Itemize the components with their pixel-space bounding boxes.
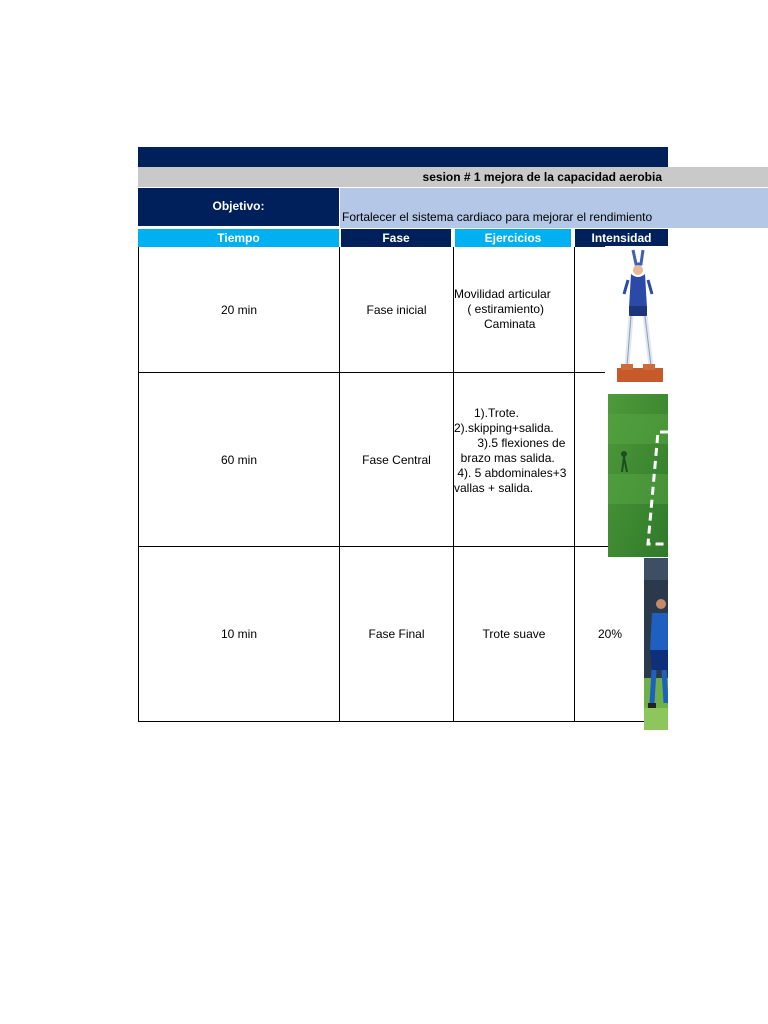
exercise-text: Movilidad articular ( estiramiento) Caminata — [454, 287, 551, 331]
table-cell-fase: Fase Central — [340, 373, 453, 547]
table-cell-intensidad: 20% — [575, 547, 645, 722]
header-intensidad: Intensidad — [575, 229, 668, 247]
table-cell-ejercicios — [454, 247, 574, 373]
table-cell-tiempo: 60 min — [139, 373, 339, 547]
header-fase: Fase — [341, 229, 451, 247]
player-jogging-image — [644, 558, 668, 730]
table-cell-tiempo: 20 min — [139, 247, 339, 373]
stretching-figure-image — [605, 246, 668, 392]
session-title: sesion # 1 mejora de la capacidad aerobia — [422, 170, 662, 184]
objective-value: Fortalecer el sistema cardiaco para mejorar el rendimiento — [342, 210, 653, 224]
table-cell-ejercicios — [454, 373, 574, 547]
header-tiempo: Tiempo — [138, 229, 339, 247]
title-bar — [138, 147, 668, 167]
exercise-text: 1).Trote. 2).skipping+salida. 3).5 flexiones de brazo mas salida. 4). 5 abdominales+3 vallas + salida. — [454, 406, 567, 495]
table-cell-fase: Fase inicial — [340, 247, 453, 373]
row-border — [575, 372, 605, 373]
soccer-field-image — [608, 394, 668, 557]
table-cell-ejercicios: Trote suave — [454, 547, 574, 722]
table-cell-tiempo: 10 min — [139, 547, 339, 722]
objective-label: Objetivo: — [138, 188, 339, 226]
header-ejercicios: Ejercicios — [455, 229, 571, 247]
table-cell-fase: Fase Final — [340, 547, 453, 722]
